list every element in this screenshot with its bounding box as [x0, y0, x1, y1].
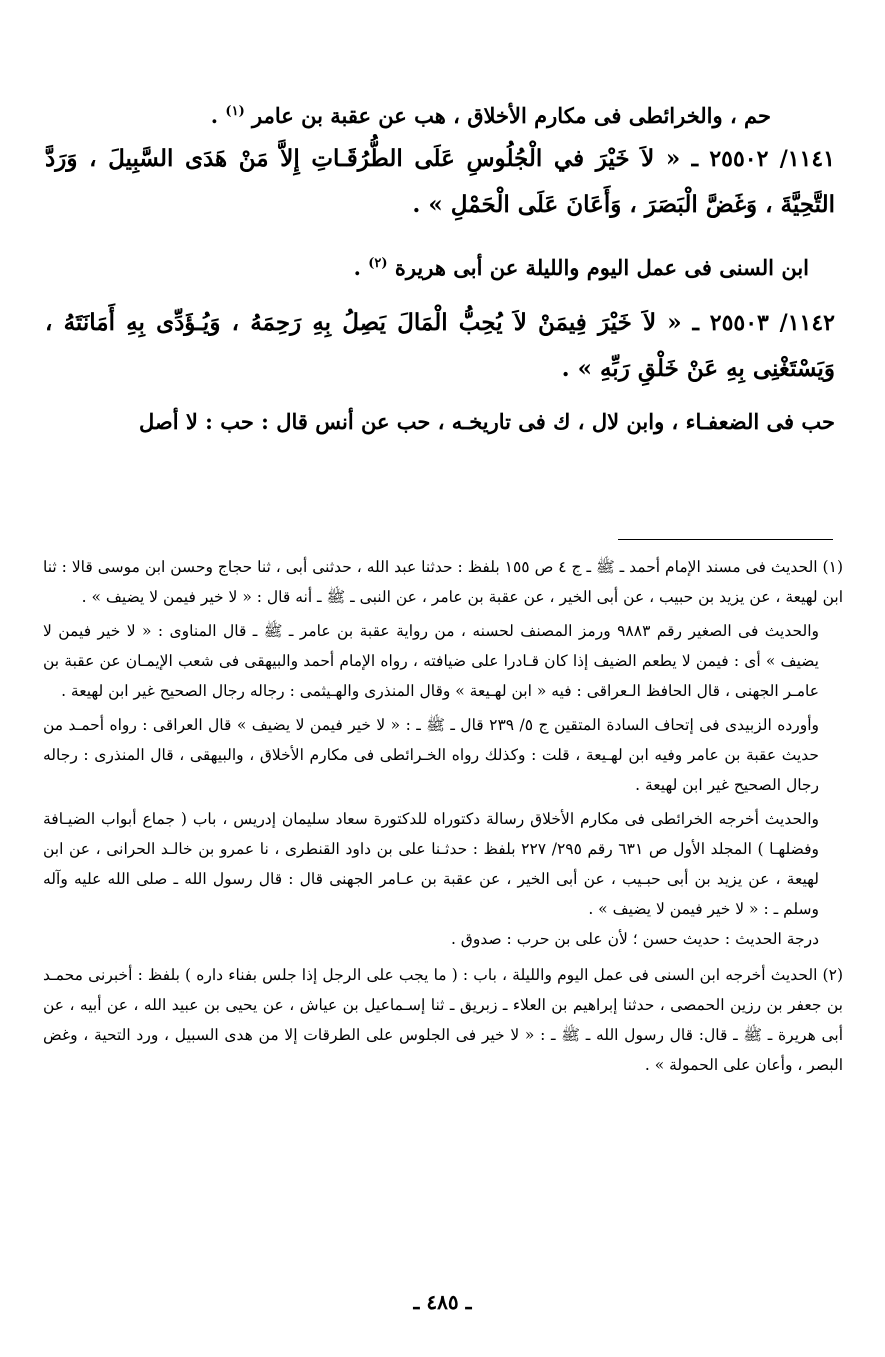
hadith-text: « لاَ خَيْرَ فِيمَنْ لاَ يُحِبُّ الْمَالَ يَصِلُ بِهِ رَحِمَهُ ، وَيُـؤَدِّى بِهِ أَمَانَتَهُ ، وَيَسْتَغْنِى بِهِ عَنْ خَلْقِ رَبِّهِ » .	[45, 309, 835, 382]
page-number: ـ ٤٨٥ ـ	[413, 1290, 472, 1314]
main-text	[45, 92, 835, 442]
footnote-text: الحديث أخرجه ابن السنى فى عمل اليوم والليلة ، باب : ( ما يجب على الرجل إذا جلس بفناء داره ) بلفظ : أخبرنى محمـد بن جعفر بن رزين الحمصى ، حدثنا إبراهيم بن العلاء ـ زبريق ـ ثنا إسـماعيل بن عياش ، عن يحيى بن عبيد الله ، عن أبيه ، عن أبى هريرة ـ ﷺ ـ قال: قال رسول الله ـ ﷺ ـ : « لا خير فى الجلوس على الطرقات إلا من هدى السبيل ، ورد التحية ، وغض البصر ، وأعان على الحمولة » .	[43, 966, 843, 1074]
footnote-2-para-1	[43, 960, 843, 1080]
source-line-2	[45, 244, 835, 288]
footnote-number: (١)	[822, 558, 843, 576]
footnote-1-para-3: وأورده الزبيدى فى إتحاف السادة المتقين ج ٥/ ٢٣٩ قال ـ ﷺ ـ : « لا خير فيمن لا يضيف » قال العراقى : رواه أحمـد من حديث عقبة بن عامر وفيه ابن لهـيعة ، قلت : وكذلك رواه الخـرائطى فى مكارم الأخلاق ، والبيهقى ، قال المنذرى : رجاله رجال الصحيح غير ابن لهيعة .	[43, 716, 820, 794]
footnote-number: (٢)	[822, 966, 843, 984]
footnote-1-para-5: درجة الحديث : حديث حسن ؛ لأن على بن حرب : صدوق .	[450, 930, 819, 948]
hadith-text: « لاَ خَيْرَ في الْجُلُوسِ عَلَى الطُّرُقَـاتِ إِلاَّ مَنْ هَدَى السَّبِيلَ ، وَرَدَّ التَّحِيَّةَ ، وَغَضَّ الْبَصَرَ ، وَأَعَانَ عَلَى الْحَمْلِ » .	[45, 145, 835, 218]
hadith-1141	[45, 136, 835, 228]
footnote-1	[43, 552, 843, 954]
source-line-2-end: .	[353, 255, 361, 280]
footnote-2	[43, 960, 843, 1080]
hadith-number: ١١٤١/ ٢٥٥٠٢ ـ	[691, 146, 835, 172]
footnotes	[43, 552, 843, 1086]
footnote-ref-1[interactable]: (١)	[225, 104, 245, 119]
source-line-1	[45, 92, 835, 136]
hadith-number: ١١٤٢/ ٢٥٥٠٣ ـ	[692, 310, 835, 336]
source-line-2-text: ابن السنى فى عمل اليوم والليلة عن أبى هريرة	[394, 255, 809, 280]
footnote-ref-2[interactable]: (٢)	[368, 256, 388, 271]
source-line-1-text: حم ، والخرائطى فى مكارم الأخلاق ، هب عن عقبة بن عامر	[252, 103, 771, 128]
source-line-1-end: .	[210, 103, 219, 128]
footnote-text: الحديث فى مسند الإمام أحمد ـ ﷺ ـ ج ٤ ص ١٥٥ بلفظ : حدثنا عبد الله ، حدثنى أبى ، ثنا حجاج وحسن ابن موسى قالا : ثنا ابن لهيعة ، عن يزيد بن حبيب ، عن أبى الخير ، عن عقبة بن عامر ، عن النبى ـ ﷺ ـ أنه قال : « لا خير فيمن لا يضيف » .	[43, 558, 843, 606]
source-line-3: حب فى الضعفـاء ، وابن لال ، ك فى تاريخـه ، حب عن أنس قال : حب : لا أصل	[138, 409, 835, 434]
footnote-1-para-2: والحديث فى الصغير رقم ٩٨٨٣ ورمز المصنف لحسنه ، من رواية عقبة بن عامر ـ ﷺ ـ قال المناوى : « لا خير فيمن لا يضيف » أى : فيمن لا يطعم الضيف إذا كان قـادرا على ضيافته ، رواه الإمام أحمد والبيهقى فى شعب الإيمـان عن عقبة بن عامـر الجهنى ، قال الحافظ الـعراقى : فيه « ابن لهـيعة » وقال المنذرى والهـيثمى : رجاله رجال الصحيح غير ابن لهيعة .	[43, 622, 819, 700]
footnote-1-para-4: والحديث أخرجه الخرائطى فى مكارم الأخلاق رسالة دكتوراه للدكتورة سعاد سليمان إدريس ، باب ( جماع أبواب الضيـافة وفضلهـا ) المجلد الأول ص ٦٣١ رقم ٢٩٥/ ٢٢٧ بلفظ : حدثـنا على بن داود القنطرى ، نا عمرو بن خالـد الحرانى ، عن ابن لهيعة ، عن يزيد بن أبى حبـيب ، عن أبى الخير ، عن عقبة بن عـامر الجهنى قال : قال رسول الله ـ صلى الله عليه وآله وسلم ـ : « لا خير فيمن لا يضيف » .	[43, 810, 819, 918]
footnote-divider	[618, 539, 833, 540]
hadith-1142	[45, 300, 835, 392]
footnote-1-para-1	[43, 552, 843, 612]
